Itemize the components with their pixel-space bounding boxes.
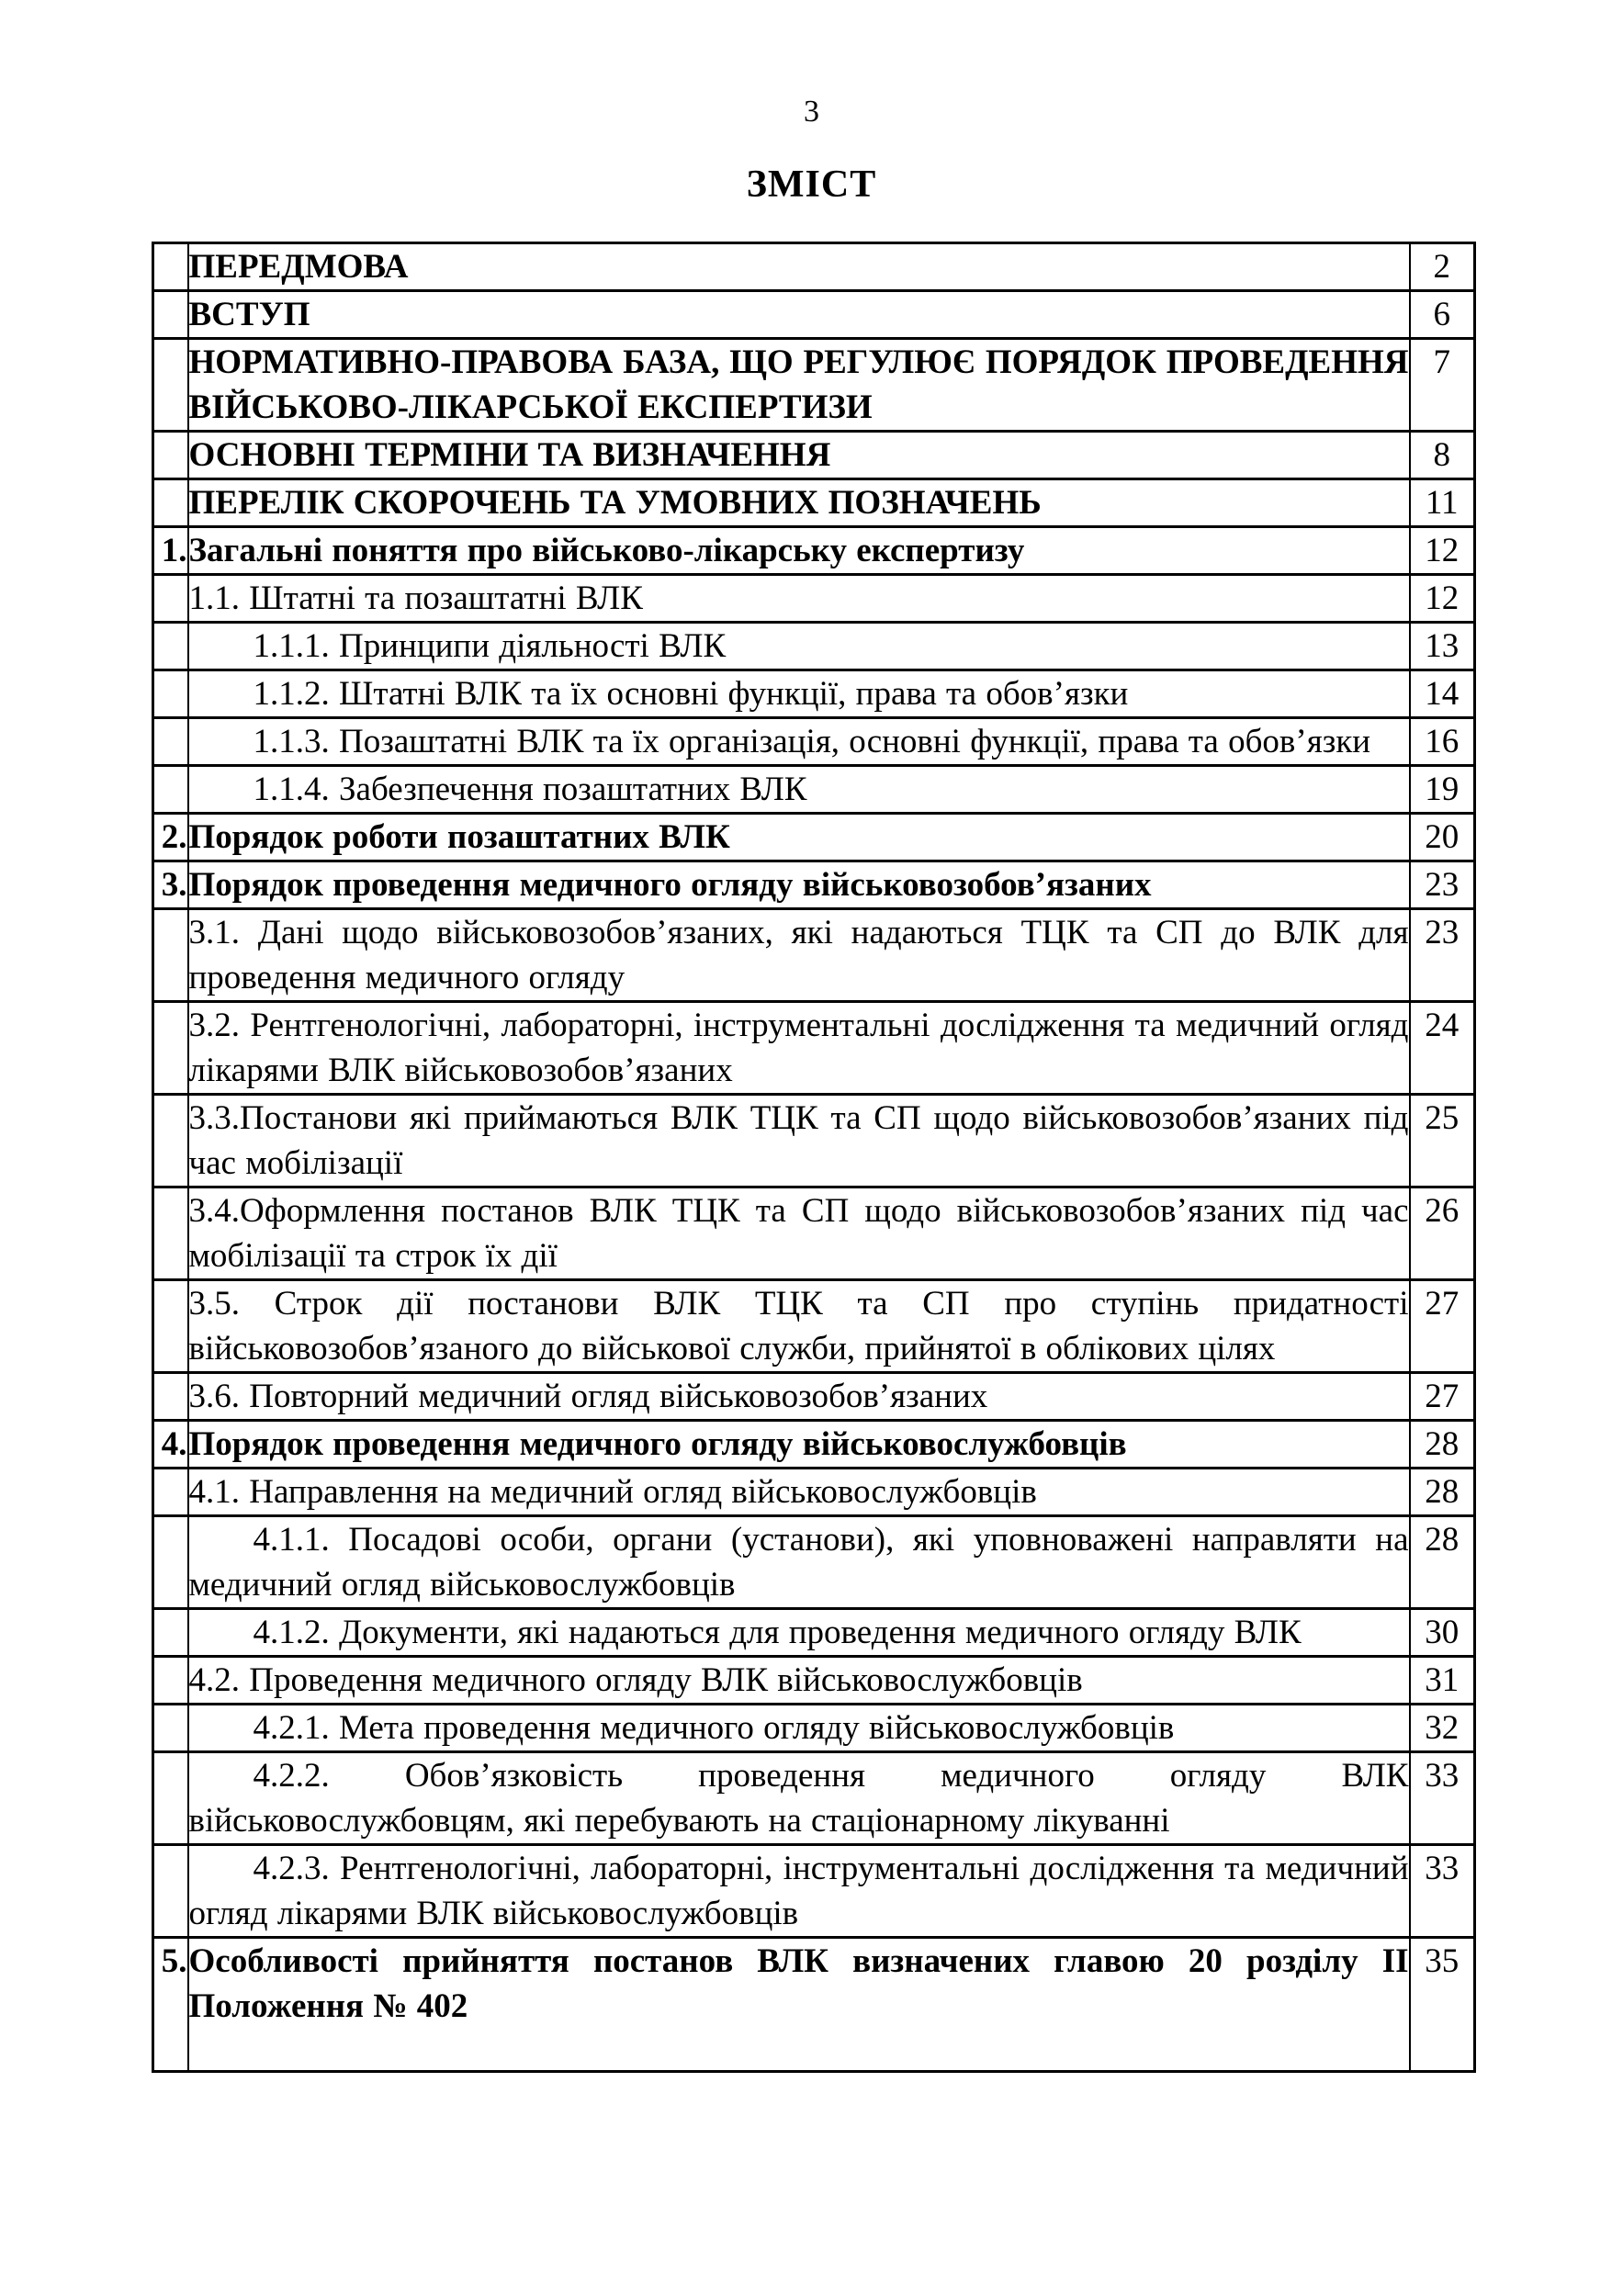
toc-row bbox=[153, 623, 1475, 670]
toc-row bbox=[153, 1752, 1475, 1845]
toc-row-title: 3.3.Постанови які приймаються ВЛК ТЦК та СП щодо військовозобов’язаних під час мобілізації bbox=[188, 1095, 1410, 1187]
toc-row-page: 23 bbox=[1410, 861, 1475, 909]
toc-row-number bbox=[153, 670, 188, 718]
toc-row-page: 16 bbox=[1410, 718, 1475, 766]
toc-row bbox=[153, 243, 1475, 291]
toc-row-title: ПЕРЕДМОВА bbox=[188, 243, 1410, 291]
toc-row bbox=[153, 432, 1475, 479]
toc-row-page: 12 bbox=[1410, 575, 1475, 623]
toc-row bbox=[153, 1187, 1475, 1280]
toc-row-page: 33 bbox=[1410, 1845, 1475, 1938]
toc-row-page: 33 bbox=[1410, 1752, 1475, 1845]
toc-row-page: 12 bbox=[1410, 527, 1475, 575]
toc-row-title: 1.1.2. Штатні ВЛК та їх основні функції, права та обов’язки bbox=[188, 670, 1410, 718]
toc-table-body bbox=[153, 243, 1475, 2072]
toc-row bbox=[153, 1609, 1475, 1657]
toc-row-title: 1.1.3. Позаштатні ВЛК та їх організація, основні функції, права та обов’язки bbox=[188, 718, 1410, 766]
toc-row-title: 4.2.1. Мета проведення медичного огляду військовослужбовців bbox=[188, 1705, 1410, 1752]
toc-row-page: 35 bbox=[1410, 1938, 1475, 2072]
toc-row-page: 23 bbox=[1410, 909, 1475, 1002]
toc-row-title: 3.5. Строк дії постанови ВЛК ТЦК та СП про ступінь придатності військовозобов’язаного до військової служби, прийнятої в облікових цілях bbox=[188, 1280, 1410, 1373]
toc-row-page: 28 bbox=[1410, 1469, 1475, 1516]
toc-row bbox=[153, 909, 1475, 1002]
toc-row-number bbox=[153, 1609, 188, 1657]
toc-row-number bbox=[153, 718, 188, 766]
toc-row-title: Загальні поняття про військово-лікарську експертизу bbox=[188, 527, 1410, 575]
toc-row-number bbox=[153, 909, 188, 1002]
toc-row-page: 28 bbox=[1410, 1516, 1475, 1609]
toc-row-page: 25 bbox=[1410, 1095, 1475, 1187]
page-title: ЗМІСТ bbox=[746, 163, 877, 206]
toc-row-number bbox=[153, 1516, 188, 1609]
toc-row-page: 32 bbox=[1410, 1705, 1475, 1752]
toc-row-page: 13 bbox=[1410, 623, 1475, 670]
toc-row bbox=[153, 1095, 1475, 1187]
toc-row bbox=[153, 291, 1475, 339]
toc-row bbox=[153, 1002, 1475, 1095]
toc-row-title: 3.6. Повторний медичний огляд військовозобов’язаних bbox=[188, 1373, 1410, 1421]
toc-row-number bbox=[153, 1187, 188, 1280]
toc-row-number: 3. bbox=[153, 861, 188, 909]
toc-row-page: 11 bbox=[1410, 479, 1475, 527]
toc-row bbox=[153, 670, 1475, 718]
toc-row-page: 30 bbox=[1410, 1609, 1475, 1657]
toc-row-page: 20 bbox=[1410, 814, 1475, 861]
toc-row-title: 1.1.4. Забезпечення позаштатних ВЛК bbox=[188, 766, 1410, 814]
toc-row-title: 4.2. Проведення медичного огляду ВЛК військовослужбовців bbox=[188, 1657, 1410, 1705]
toc-row-number: 1. bbox=[153, 527, 188, 575]
toc-row-number bbox=[153, 1752, 188, 1845]
toc-row-title: 3.4.Оформлення постанов ВЛК ТЦК та СП щодо військовозобов’язаних під час мобілізації та строк їх дії bbox=[188, 1187, 1410, 1280]
toc-row-page: 6 bbox=[1410, 291, 1475, 339]
toc-row bbox=[153, 339, 1475, 432]
toc-row bbox=[153, 1373, 1475, 1421]
toc-row-number: 4. bbox=[153, 1421, 188, 1469]
toc-row-title: 4.2.2. Обов’язковість проведення медичного огляду ВЛК військовослужбовцям, які перебувають на стаціонарному лікуванні bbox=[188, 1752, 1410, 1845]
toc-row-title: 4.2.3. Рентгенологічні, лабораторні, інструментальні дослідження та медичний огляд лікарями ВЛК військовослужбовців bbox=[188, 1845, 1410, 1938]
toc-row bbox=[153, 1657, 1475, 1705]
toc-row bbox=[153, 1280, 1475, 1373]
toc-row-page: 27 bbox=[1410, 1373, 1475, 1421]
toc-row bbox=[153, 1845, 1475, 1938]
toc-row-number bbox=[153, 1280, 188, 1373]
page-number: 3 bbox=[804, 95, 819, 129]
toc-row-title: Порядок роботи позаштатних ВЛК bbox=[188, 814, 1410, 861]
toc-row bbox=[153, 861, 1475, 909]
toc-row-number: 2. bbox=[153, 814, 188, 861]
toc-row bbox=[153, 479, 1475, 527]
toc-row-title: ОСНОВНІ ТЕРМІНИ ТА ВИЗНАЧЕННЯ bbox=[188, 432, 1410, 479]
toc-row-page: 24 bbox=[1410, 1002, 1475, 1095]
toc-row-number bbox=[153, 623, 188, 670]
toc-row-page: 8 bbox=[1410, 432, 1475, 479]
toc-row-title: Порядок проведення медичного огляду військовослужбовців bbox=[188, 1421, 1410, 1469]
toc-row-page: 2 bbox=[1410, 243, 1475, 291]
toc-row-title: НОРМАТИВНО-ПРАВОВА БАЗА, ЩО РЕГУЛЮЄ ПОРЯДОК ПРОВЕДЕННЯ ВІЙСЬКОВО-ЛІКАРСЬКОЇ ЕКСПЕРТИЗИ bbox=[188, 339, 1410, 432]
toc-row-title: ПЕРЕЛІК СКОРОЧЕНЬ ТА УМОВНИХ ПОЗНАЧЕНЬ bbox=[188, 479, 1410, 527]
toc-row-title: Особливості прийняття постанов ВЛК визначених главою 20 розділу ІІ Положення № 402 bbox=[188, 1938, 1410, 2072]
toc-row bbox=[153, 527, 1475, 575]
toc-row-number bbox=[153, 479, 188, 527]
toc-row bbox=[153, 575, 1475, 623]
toc-row-number bbox=[153, 1373, 188, 1421]
toc-row-title: 1.1.1. Принципи діяльності ВЛК bbox=[188, 623, 1410, 670]
toc-row-title: 4.1.2. Документи, які надаються для проведення медичного огляду ВЛК bbox=[188, 1609, 1410, 1657]
toc-row-number bbox=[153, 1657, 188, 1705]
toc-row-number bbox=[153, 432, 188, 479]
toc-table bbox=[152, 242, 1476, 2073]
toc-row-page: 28 bbox=[1410, 1421, 1475, 1469]
toc-row-number bbox=[153, 1469, 188, 1516]
toc-row-number bbox=[153, 339, 188, 432]
toc-row-number: 5. bbox=[153, 1938, 188, 2072]
toc-row-title: 1.1. Штатні та позаштатні ВЛК bbox=[188, 575, 1410, 623]
toc-row-title: 4.1.1. Посадові особи, органи (установи), які уповноважені направляти на медичний огляд військовослужбовців bbox=[188, 1516, 1410, 1609]
toc-row bbox=[153, 766, 1475, 814]
toc-row-page: 14 bbox=[1410, 670, 1475, 718]
toc-row-title: 4.1. Направлення на медичний огляд військовослужбовців bbox=[188, 1469, 1410, 1516]
toc-row bbox=[153, 1421, 1475, 1469]
toc-row bbox=[153, 1516, 1475, 1609]
toc-row-number bbox=[153, 575, 188, 623]
toc-row-number bbox=[153, 243, 188, 291]
toc-row bbox=[153, 1938, 1475, 2072]
toc-row-number bbox=[153, 1002, 188, 1095]
toc-row-page: 7 bbox=[1410, 339, 1475, 432]
toc-row-page: 26 bbox=[1410, 1187, 1475, 1280]
toc-row-number bbox=[153, 291, 188, 339]
toc-row-title: 3.2. Рентгенологічні, лабораторні, інструментальні дослідження та медичний огляд лікарями ВЛК військовозобов’язаних bbox=[188, 1002, 1410, 1095]
toc-row bbox=[153, 814, 1475, 861]
toc-row-number bbox=[153, 1705, 188, 1752]
toc-row bbox=[153, 1469, 1475, 1516]
toc-row-number bbox=[153, 1845, 188, 1938]
toc-row bbox=[153, 1705, 1475, 1752]
toc-row-title: Порядок проведення медичного огляду військовозобов’язаних bbox=[188, 861, 1410, 909]
toc-row-title: 3.1. Дані щодо військовозобов’язаних, які надаються ТЦК та СП до ВЛК для проведення медичного огляду bbox=[188, 909, 1410, 1002]
toc-row-title: ВСТУП bbox=[188, 291, 1410, 339]
toc-row-page: 19 bbox=[1410, 766, 1475, 814]
toc-row bbox=[153, 718, 1475, 766]
toc-row-number bbox=[153, 1095, 188, 1187]
toc-row-page: 31 bbox=[1410, 1657, 1475, 1705]
toc-row-page: 27 bbox=[1410, 1280, 1475, 1373]
toc-row-number bbox=[153, 766, 188, 814]
